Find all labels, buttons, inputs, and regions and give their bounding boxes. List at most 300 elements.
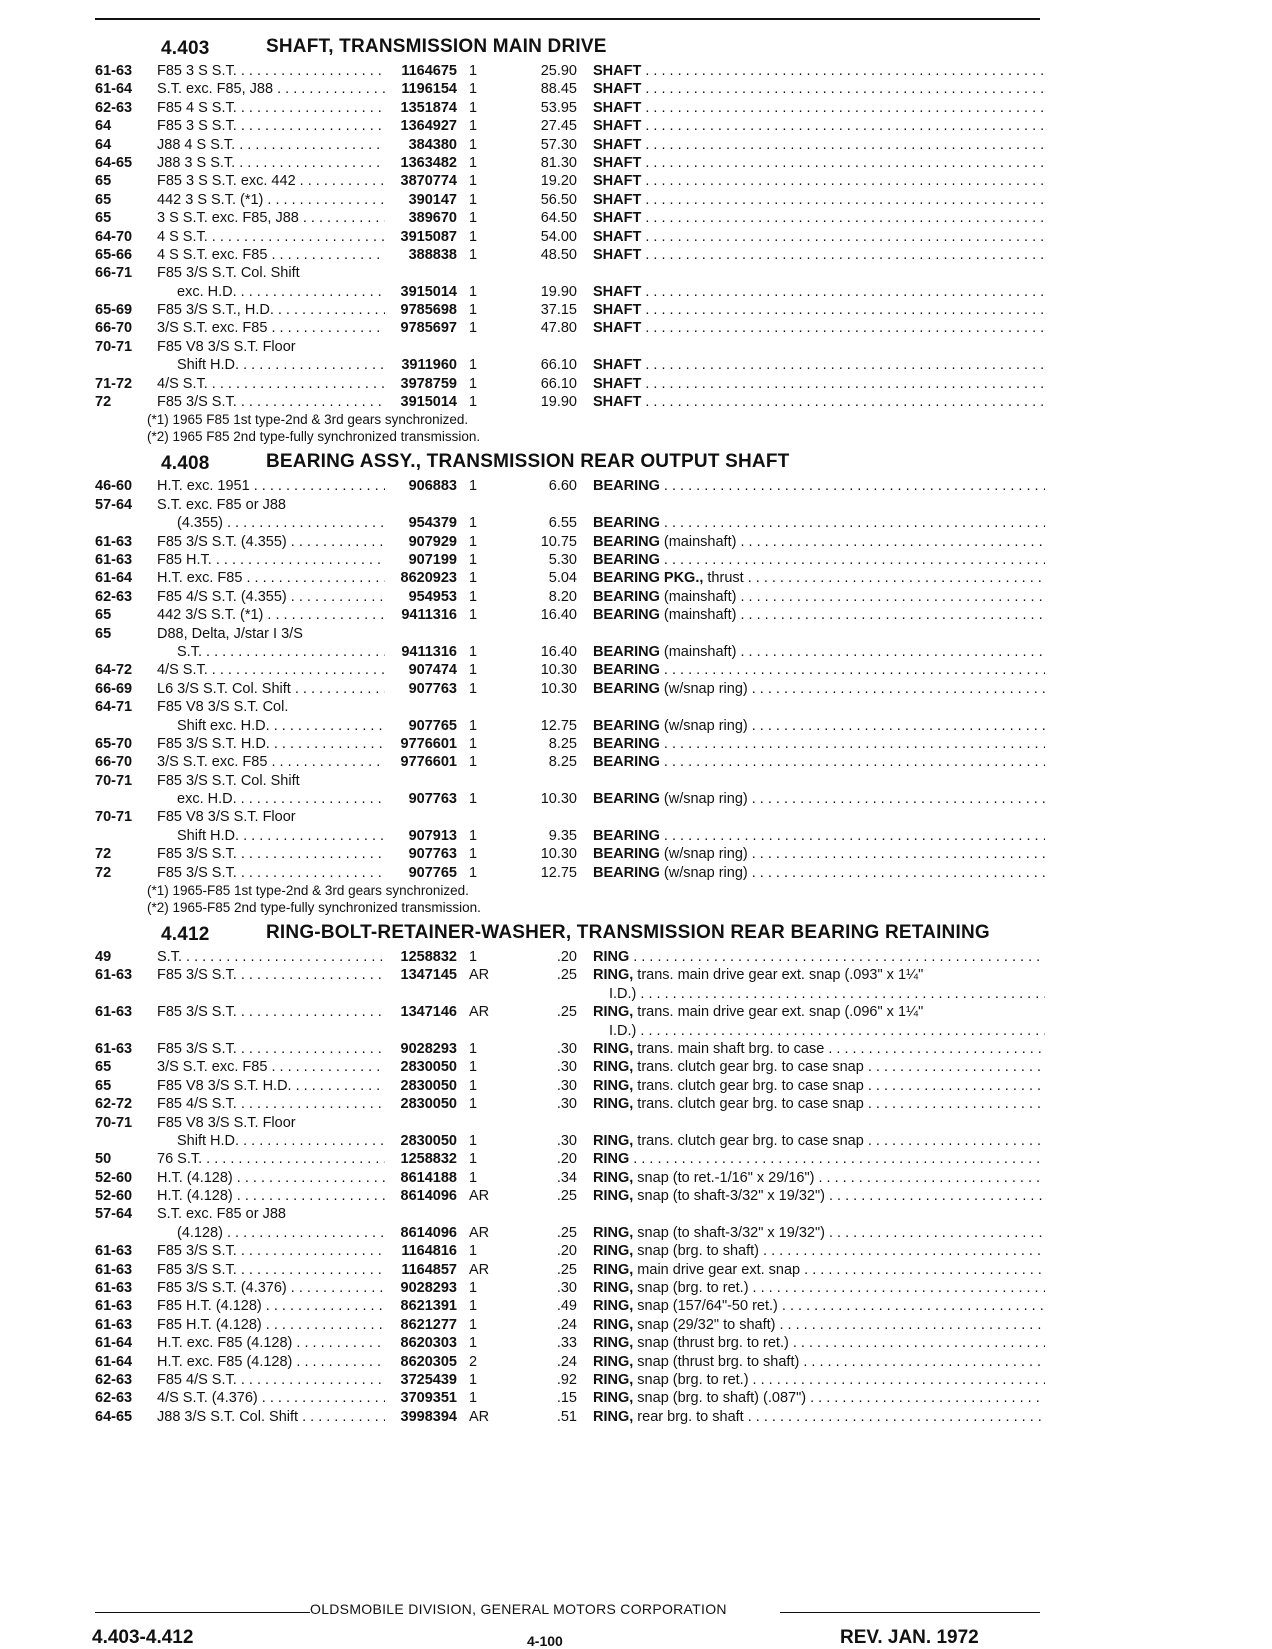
row-description — [157, 1169, 385, 1187]
row-part-name — [577, 514, 1045, 532]
row-part-name — [577, 172, 1045, 190]
row-description — [157, 1261, 385, 1279]
row-part-name — [577, 1132, 1045, 1150]
row-quantity: 1 — [469, 320, 478, 337]
row-description-text: F85 3/S S.T., H.D. — [157, 302, 274, 319]
row-description — [157, 283, 385, 301]
row-part-name-main: BEARING — [593, 588, 660, 605]
row-part-number: 3978759 — [400, 375, 457, 392]
row-price: 37.15 — [540, 302, 577, 319]
row-year — [95, 1132, 157, 1150]
row-part-name-main: RING — [593, 949, 630, 966]
row-description — [157, 1114, 385, 1132]
row-part-name — [577, 1095, 1045, 1113]
row-part-name — [577, 1353, 1045, 1371]
section-title: RING-BOLT-RETAINER-WASHER, TRANSMISSION REAR BEARING RETAINING — [266, 922, 990, 944]
row-part-name-main: RING, — [593, 1169, 634, 1186]
section-header — [161, 38, 1045, 60]
section-footnote: (*2) 1965-F85 2nd type-fully synchronized transmission. — [147, 900, 481, 916]
row-part-name — [577, 1114, 1045, 1132]
row-part-number: 389670 — [408, 210, 457, 227]
row-description-text: 76 S.T. — [157, 1151, 203, 1168]
row-description — [157, 172, 385, 190]
row-quantity: 1 — [469, 63, 478, 79]
table-row — [95, 643, 1045, 661]
row-part-name-detail: I.D.) — [609, 1022, 637, 1039]
row-description-text: F85 3/S S.T. — [157, 1040, 237, 1057]
row-part-name — [577, 301, 1045, 319]
row-year: 66-69 — [95, 680, 133, 697]
row-part-number: 1164816 — [401, 1243, 457, 1260]
row-description-text: 3/S S.T. exc. F85 — [157, 1059, 268, 1076]
table-row — [95, 191, 1045, 209]
row-year: 62-63 — [95, 588, 133, 605]
table-row — [95, 1334, 1045, 1352]
row-part-name-main: RING, — [593, 1188, 634, 1205]
table-row — [95, 80, 1045, 98]
row-year — [95, 643, 157, 661]
row-part-name-main: RING, — [593, 1353, 634, 1370]
row-part-number: 1164675 — [401, 63, 457, 79]
row-year: 64 — [95, 118, 112, 135]
row-description — [157, 845, 385, 863]
row-quantity: 1 — [469, 607, 478, 624]
row-part-number: 2830050 — [400, 1059, 457, 1076]
row-price: 64.50 — [540, 210, 577, 227]
row-quantity: 1 — [469, 302, 478, 319]
row-quantity: 1 — [469, 533, 478, 550]
row-part-number: 384380 — [408, 136, 457, 153]
row-part-name-detail: (mainshaft) — [659, 643, 737, 660]
row-year — [95, 514, 157, 532]
row-part-name — [577, 1058, 1045, 1076]
row-quantity: 1 — [469, 717, 478, 734]
row-part-number: 388838 — [408, 246, 457, 263]
row-price: .25 — [556, 1188, 577, 1205]
row-part-name — [577, 1261, 1045, 1279]
row-price: 10.30 — [540, 662, 577, 679]
row-description — [157, 569, 385, 587]
row-part-name-detail: trans. clutch gear brg. to case snap — [633, 1059, 864, 1076]
row-year — [95, 790, 157, 808]
row-part-name-detail: snap (to ret.-1/16" x 29/16") — [633, 1169, 815, 1186]
row-part-name-detail: (w/snap ring) — [659, 864, 748, 881]
row-quantity: 1 — [469, 99, 478, 116]
row-part-name-main: BEARING — [593, 791, 660, 808]
row-description-text: F85 4/S S.T. — [157, 1372, 237, 1388]
row-part-name-detail: I.D.) — [609, 985, 637, 1002]
row-part-number: 9028293 — [400, 1040, 457, 1057]
row-part-name-main: SHAFT — [593, 136, 642, 153]
row-description — [157, 606, 385, 624]
row-year: 62-72 — [95, 1096, 133, 1113]
row-part-name-detail: snap (thrust brg. to ret.) — [633, 1335, 789, 1352]
row-part-number: 8614188 — [400, 1169, 457, 1186]
row-price: 54.00 — [540, 228, 577, 245]
row-quantity: 1 — [469, 680, 478, 697]
row-description — [157, 680, 385, 698]
row-part-name-main: BEARING — [593, 735, 660, 752]
table-row — [95, 735, 1045, 753]
row-part-number: 1363482 — [400, 154, 457, 171]
row-part-name — [577, 845, 1045, 863]
row-description — [157, 1077, 385, 1095]
row-description — [157, 338, 385, 356]
row-part-name-main: BEARING — [593, 846, 660, 863]
row-price: .15 — [556, 1390, 577, 1407]
table-row — [95, 1077, 1045, 1095]
row-part-number — [385, 1114, 457, 1132]
row-part-number: 906883 — [408, 478, 457, 495]
row-price: .92 — [556, 1372, 577, 1388]
row-part-name — [577, 1150, 1045, 1168]
row-year: 57-64 — [95, 496, 133, 513]
row-description-text: F85 3/S S.T. (4.355) — [157, 533, 287, 550]
row-part-name — [577, 606, 1045, 624]
row-part-name-detail: trans. main shaft brg. to case — [633, 1040, 825, 1057]
row-part-number: 3870774 — [400, 173, 457, 190]
row-price: 66.10 — [540, 357, 577, 374]
row-description — [157, 551, 385, 569]
row-quantity: 1 — [469, 735, 478, 752]
row-year: 52-60 — [95, 1169, 133, 1186]
row-price: .25 — [556, 1261, 577, 1278]
row-part-name-main: BEARING — [593, 717, 660, 734]
row-part-name — [577, 356, 1045, 374]
row-part-name-main: BEARING — [593, 551, 660, 568]
row-price: 12.75 — [540, 717, 577, 734]
row-year: 65 — [95, 607, 112, 624]
row-description-text: F85 3/S S.T. Col. Shift — [157, 772, 300, 789]
row-description-text: F85 3/S S.T. — [157, 846, 237, 863]
row-price: 8.25 — [548, 754, 577, 771]
row-part-name-main: RING, — [593, 1261, 634, 1278]
row-price — [515, 985, 577, 1003]
row-quantity: 1 — [469, 1243, 478, 1260]
row-quantity: 1 — [469, 1316, 478, 1333]
row-part-name — [577, 338, 1045, 356]
row-part-number: 8614096 — [400, 1224, 457, 1241]
row-price: 19.20 — [540, 173, 577, 190]
row-description-text: F85 3/S S.T. — [157, 1004, 237, 1021]
row-price — [515, 1114, 577, 1132]
row-year: 61-63 — [95, 1004, 133, 1021]
section-number: 4.412 — [161, 924, 210, 946]
table-row — [95, 966, 1045, 984]
row-description — [157, 246, 385, 264]
section-title: BEARING ASSY., TRANSMISSION REAR OUTPUT SHAFT — [266, 451, 790, 473]
row-description — [157, 1279, 385, 1297]
row-year: 65-70 — [95, 735, 133, 752]
row-quantity: 1 — [469, 394, 478, 411]
row-price — [515, 496, 577, 514]
row-description — [157, 1022, 385, 1040]
row-part-name — [577, 966, 1045, 984]
row-part-number: 9785697 — [400, 320, 457, 337]
row-part-name — [577, 99, 1045, 117]
row-part-name-main: SHAFT — [593, 394, 642, 411]
row-quantity: 1 — [469, 570, 478, 587]
row-quantity: 1 — [469, 1096, 478, 1113]
row-quantity: 1 — [469, 551, 478, 568]
table-row — [95, 154, 1045, 172]
row-part-name-main: SHAFT — [593, 118, 642, 135]
row-price: 10.30 — [540, 680, 577, 697]
row-part-name-main: RING, — [593, 1280, 634, 1297]
row-price — [515, 625, 577, 643]
row-part-name-main: SHAFT — [593, 210, 642, 227]
row-part-name-main: RING, — [593, 1040, 634, 1057]
row-year: 49 — [95, 949, 112, 966]
row-part-name-main: SHAFT — [593, 246, 642, 263]
row-price: 5.30 — [548, 551, 577, 568]
table-row — [95, 319, 1045, 337]
row-price — [515, 338, 577, 356]
row-year: 61-63 — [95, 1261, 133, 1278]
row-description-text: Shift H.D. — [177, 827, 240, 844]
row-price — [515, 264, 577, 282]
table-row — [95, 136, 1045, 154]
row-part-name — [577, 735, 1045, 753]
section-footnote: (*1) 1965-F85 1st type-2nd & 3rd gears synchronized. — [147, 883, 469, 899]
row-part-name — [577, 1205, 1045, 1223]
row-price: 8.25 — [548, 735, 577, 752]
table-row — [95, 1297, 1045, 1315]
row-description-text: 4/S S.T. — [157, 375, 208, 392]
table-row — [95, 588, 1045, 606]
row-part-name-main: RING, — [593, 1335, 634, 1352]
table-row — [95, 375, 1045, 393]
table-row — [95, 1095, 1045, 1113]
row-description — [157, 717, 385, 735]
row-description-text: F85 4/S S.T. (4.355) — [157, 588, 287, 605]
table-row — [95, 246, 1045, 264]
row-part-number: 1258832 — [400, 1151, 457, 1168]
row-quantity: AR — [469, 1408, 490, 1425]
table-row — [95, 1132, 1045, 1150]
row-part-name-main: RING, — [593, 1372, 634, 1388]
row-part-name-main: RING, — [593, 1096, 634, 1113]
row-part-number: 907763 — [408, 846, 457, 863]
table-row — [95, 1058, 1045, 1076]
row-part-number: 8620305 — [400, 1353, 457, 1370]
row-description-text: 3/S S.T. exc. F85 — [157, 754, 268, 771]
table-row — [95, 1003, 1045, 1021]
row-price: 19.90 — [540, 394, 577, 411]
row-description — [157, 375, 385, 393]
row-part-number: 907763 — [408, 791, 457, 808]
row-year: 66-70 — [95, 320, 133, 337]
row-year: 65-66 — [95, 246, 133, 263]
table-row — [95, 1389, 1045, 1407]
row-part-name-detail: snap (brg. to ret.) — [633, 1280, 749, 1297]
row-part-name — [577, 1040, 1045, 1058]
row-part-name — [577, 698, 1045, 716]
row-description — [157, 319, 385, 337]
row-description-text: L6 3/S S.T. Col. Shift — [157, 680, 291, 697]
row-year — [95, 827, 157, 845]
row-part-name-detail: trans. main drive gear ext. snap (.096" x 1¼" — [633, 1004, 924, 1021]
row-description-text: 4/S S.T. — [157, 662, 208, 679]
row-description-text: S.T. — [157, 949, 182, 966]
row-quantity: AR — [469, 1188, 490, 1205]
row-quantity: 1 — [469, 662, 478, 679]
row-price: 56.50 — [540, 191, 577, 208]
row-price — [515, 1022, 577, 1040]
row-year: 66-71 — [95, 265, 133, 282]
row-price — [515, 772, 577, 790]
row-part-name-detail: snap (157/64"-50 ret.) — [633, 1298, 778, 1315]
table-row — [95, 1114, 1045, 1132]
row-part-number: 8621277 — [400, 1316, 457, 1333]
row-description-text: 3 S S.T. exc. F85, J88 — [157, 210, 299, 227]
row-quantity: 1 — [469, 191, 478, 208]
row-part-number: 1164857 — [401, 1261, 457, 1278]
row-part-name-main: RING, — [593, 1243, 634, 1260]
row-year: 64-65 — [95, 154, 133, 171]
row-year: 65 — [95, 173, 112, 190]
row-part-number: 390147 — [408, 191, 457, 208]
row-description-text: F85 V8 3/S S.T. Floor — [157, 809, 296, 826]
table-row — [95, 228, 1045, 246]
row-year: 65 — [95, 191, 112, 208]
table-row — [95, 264, 1045, 282]
row-description — [157, 496, 385, 514]
row-part-number — [385, 985, 457, 1003]
row-year: 70-71 — [95, 338, 133, 355]
row-part-name — [577, 772, 1045, 790]
row-part-name — [577, 1187, 1045, 1205]
table-row — [95, 1316, 1045, 1334]
row-part-number — [385, 338, 457, 356]
row-price: 27.45 — [540, 118, 577, 135]
row-price: 10.30 — [540, 791, 577, 808]
table-row — [95, 496, 1045, 514]
row-part-number: 907765 — [408, 864, 457, 881]
row-description-text: Shift H.D. — [177, 357, 240, 374]
row-part-name — [577, 790, 1045, 808]
table-row — [95, 477, 1045, 495]
row-year: 52-60 — [95, 1188, 133, 1205]
row-part-name — [577, 1334, 1045, 1352]
row-year — [95, 717, 157, 735]
row-part-number — [385, 625, 457, 643]
row-description — [157, 985, 385, 1003]
row-part-name — [577, 154, 1045, 172]
table-row — [95, 698, 1045, 716]
row-year: 61-63 — [95, 551, 133, 568]
row-part-name-detail: snap (29/32" to shaft) — [633, 1316, 776, 1333]
row-year: 61-64 — [95, 81, 133, 98]
row-part-name — [577, 985, 1045, 1003]
table-row — [95, 845, 1045, 863]
row-description — [157, 1150, 385, 1168]
row-part-number: 8620923 — [400, 570, 457, 587]
row-year: 65 — [95, 1059, 112, 1076]
row-description-text: F85 3/S S.T. — [157, 1261, 237, 1278]
row-part-name — [577, 1003, 1045, 1021]
row-part-name-main: SHAFT — [593, 375, 642, 392]
row-description — [157, 1371, 385, 1389]
row-year: 61-63 — [95, 1040, 133, 1057]
row-part-name — [577, 319, 1045, 337]
row-year: 72 — [95, 864, 112, 881]
section-footnote: (*1) 1965 F85 1st type-2nd & 3rd gears synchronized. — [147, 412, 469, 428]
row-price: .30 — [556, 1059, 577, 1076]
row-part-number: 1196154 — [401, 81, 457, 98]
row-part-name — [577, 1022, 1045, 1040]
row-quantity — [457, 338, 515, 356]
row-year: 65 — [95, 625, 112, 642]
row-description-text: F85 3 S S.T. — [157, 63, 237, 79]
table-row — [95, 551, 1045, 569]
row-quantity: AR — [469, 1004, 490, 1021]
row-quantity: 1 — [469, 118, 478, 135]
row-price: .24 — [556, 1353, 577, 1370]
row-price: .30 — [556, 1132, 577, 1149]
row-quantity: 1 — [469, 754, 478, 771]
row-description — [157, 1058, 385, 1076]
row-description-text: F85 3 S S.T. — [157, 118, 237, 135]
row-part-number: 3709351 — [400, 1390, 457, 1407]
row-part-number: 1347145 — [400, 967, 457, 984]
row-description-text: 3/S S.T. exc. F85 — [157, 320, 268, 337]
row-price — [515, 808, 577, 826]
row-part-number: 2830050 — [400, 1096, 457, 1113]
row-part-number: 907763 — [408, 680, 457, 697]
row-description — [157, 1334, 385, 1352]
row-price — [515, 1205, 577, 1223]
row-description — [157, 62, 385, 80]
row-quantity — [457, 264, 515, 282]
row-year — [95, 985, 157, 1003]
row-description — [157, 1205, 385, 1223]
row-part-name-main: BEARING — [593, 533, 660, 550]
row-price: .20 — [556, 1151, 577, 1168]
row-year: 46-60 — [95, 478, 133, 495]
row-part-number: 3998394 — [400, 1408, 457, 1425]
footer-revision: REV. JAN. 1972 — [840, 1627, 979, 1648]
row-part-name — [577, 643, 1045, 661]
table-row — [95, 864, 1045, 882]
row-part-name — [577, 117, 1045, 135]
row-part-number: 907199 — [408, 551, 457, 568]
row-part-name-detail: snap (to shaft-3/32" x 19/32") — [633, 1188, 825, 1205]
row-year: 70-71 — [95, 772, 133, 789]
row-part-number: 9776601 — [400, 735, 457, 752]
table-row — [95, 99, 1045, 117]
row-part-name — [577, 393, 1045, 411]
row-part-name — [577, 551, 1045, 569]
row-description — [157, 753, 385, 771]
row-part-number: 9028293 — [400, 1280, 457, 1297]
row-description — [157, 1353, 385, 1371]
row-price: 88.45 — [540, 81, 577, 98]
row-quantity — [457, 985, 515, 1003]
row-price: .30 — [556, 1280, 577, 1297]
row-part-name — [577, 753, 1045, 771]
row-price: .25 — [556, 967, 577, 984]
row-description-text: F85 3/S S.T. — [157, 1243, 237, 1260]
table-row — [95, 1371, 1045, 1389]
row-description-text: F85 3/S S.T. H.D. — [157, 735, 270, 752]
row-description-text: J88 4 S S.T. — [157, 136, 236, 153]
row-description-text: H.T. exc. F85 (4.128) — [157, 1353, 293, 1370]
row-quantity: AR — [469, 1261, 490, 1278]
row-quantity: 1 — [469, 1280, 478, 1297]
row-part-number — [385, 264, 457, 282]
row-description-text: F85 4 S S.T. — [157, 99, 237, 116]
